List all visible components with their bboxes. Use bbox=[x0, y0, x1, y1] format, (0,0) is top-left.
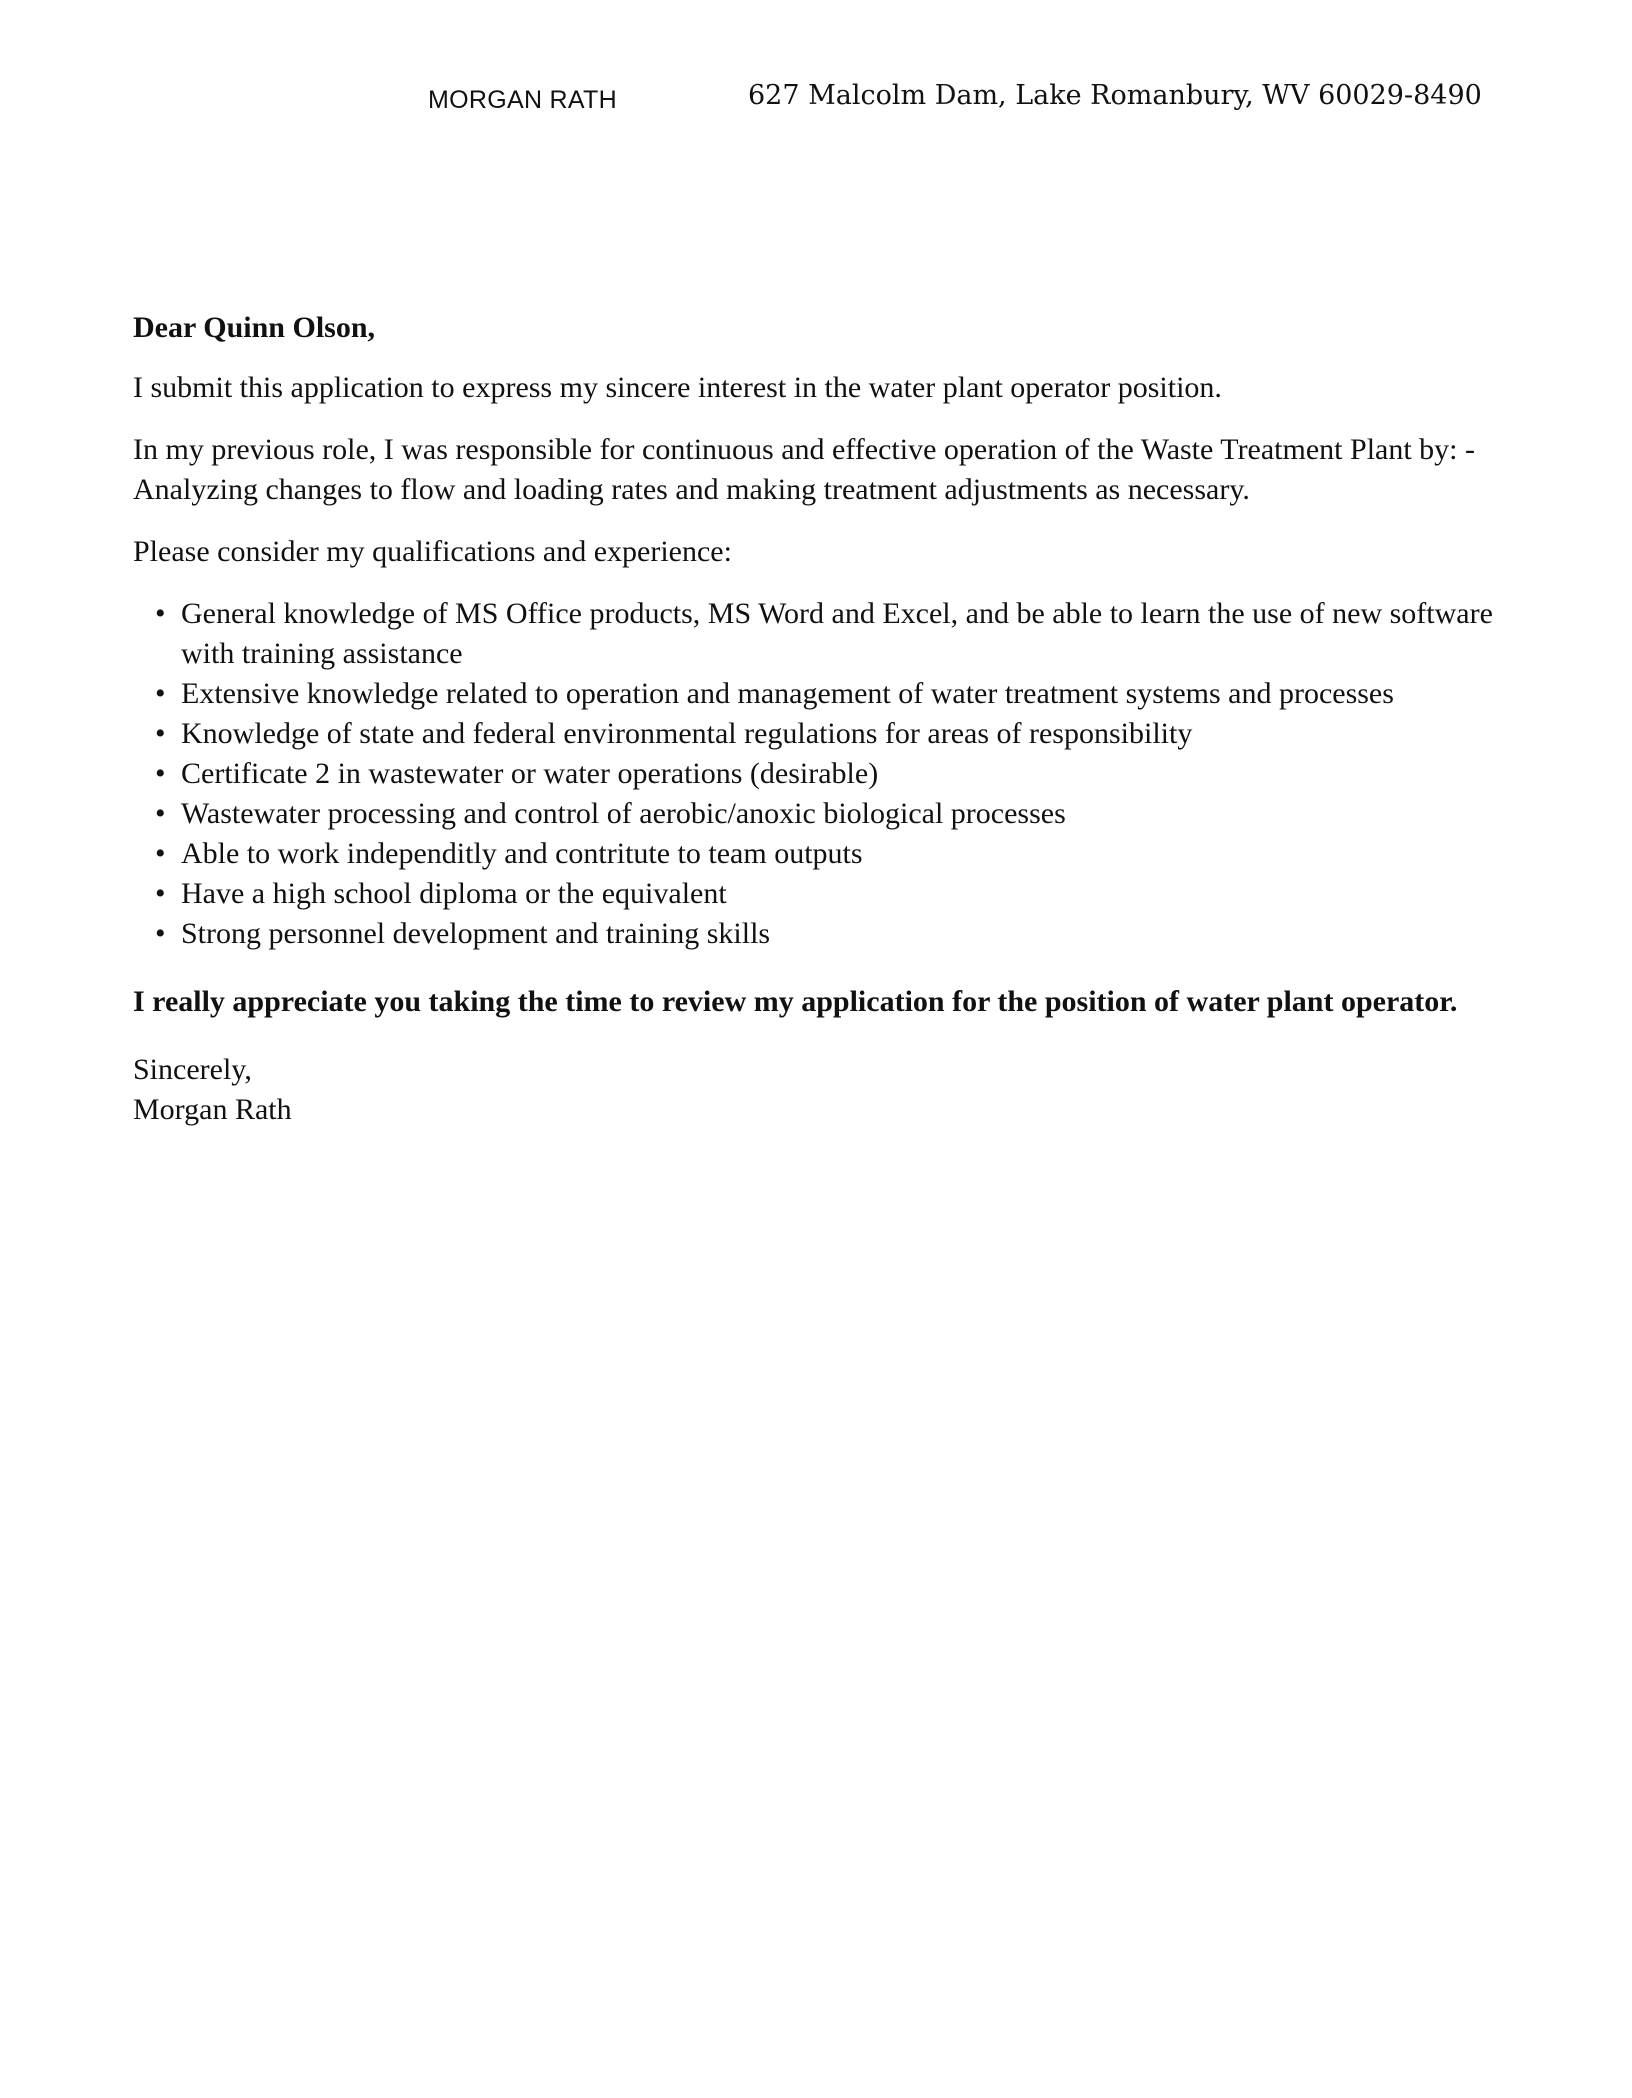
salutation: Dear Quinn Olson, bbox=[133, 311, 376, 344]
letter-header bbox=[0, 80, 1632, 124]
list-item: • General knowledge of MS Office products, MS Word and Excel, and be able to learn the use of new software with training assistance bbox=[181, 594, 1503, 674]
list-item: • Extensive knowledge related to operation and management of water treatment systems and processes bbox=[181, 674, 1503, 714]
signoff-block bbox=[133, 1050, 1503, 1130]
previous-role-paragraph: In my previous role, I was responsible for continuous and effective operation of the Waste Treatment Plant by: - Analyzing changes to flow and loading rates and making treatment adjustments as necessary. bbox=[133, 433, 1476, 506]
sender-name: MORGAN RATH bbox=[428, 86, 617, 114]
letter-body bbox=[133, 308, 1503, 1130]
list-item: • Able to work independitly and contritute to team outputs bbox=[181, 834, 1503, 874]
signature-name: Morgan Rath bbox=[133, 1093, 292, 1126]
closing-paragraph: I really appreciate you taking the time to review my application for the position of water plant operator. bbox=[133, 985, 1458, 1018]
intro-paragraph: I submit this application to express my sincere interest in the water plant operator position. bbox=[133, 371, 1222, 404]
signoff: Sincerely, bbox=[133, 1053, 252, 1086]
sender-address: 627 Malcolm Dam, Lake Romanbury, WV 60029-8490 bbox=[748, 80, 1482, 111]
qualifications-list bbox=[133, 594, 1503, 954]
list-item: • Knowledge of state and federal environmental regulations for areas of responsibility bbox=[181, 714, 1503, 754]
qualifications-intro: Please consider my qualifications and experience: bbox=[133, 535, 732, 568]
list-item: • Certificate 2 in wastewater or water operations (desirable) bbox=[181, 754, 1503, 794]
list-item: • Have a high school diploma or the equivalent bbox=[181, 874, 1503, 914]
list-item: • Wastewater processing and control of aerobic/anoxic biological processes bbox=[181, 794, 1503, 834]
list-item: • Strong personnel development and training skills bbox=[181, 914, 1503, 954]
